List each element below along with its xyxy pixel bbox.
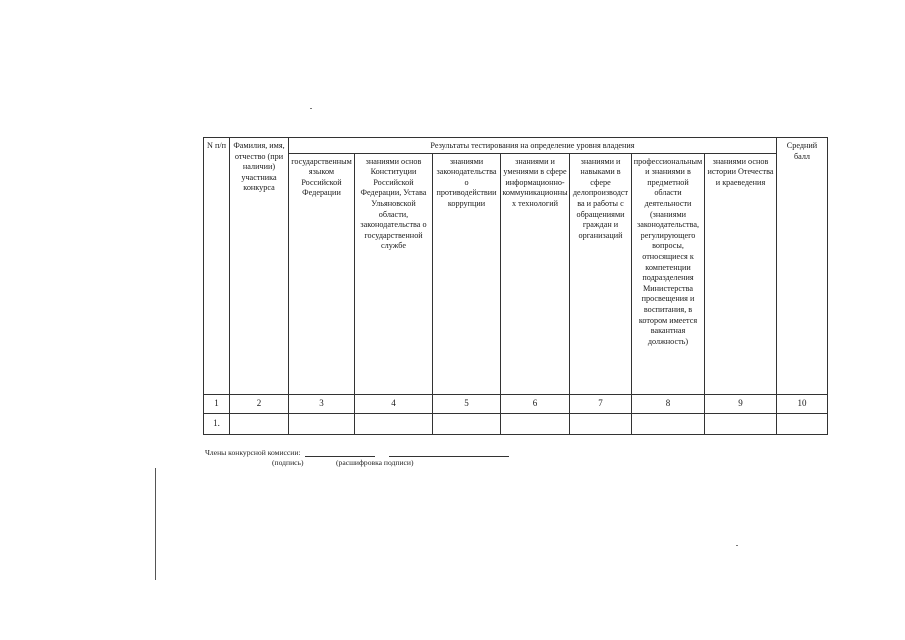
scan-speck xyxy=(736,545,738,546)
data-cell xyxy=(632,413,705,434)
decoding-blank xyxy=(389,448,509,457)
data-cell xyxy=(289,413,355,434)
table-row xyxy=(204,413,828,434)
subheader-cell: профессиональными знаниями в предметной области деятельности (знаниями законодательства, регулирующего вопросы, относящиеся к компетенции подразделения Министерства просвещения и воспитания, в котором имеется вакантная должность) xyxy=(632,153,705,394)
signature-caption: (подпись) xyxy=(272,458,304,467)
data-cell xyxy=(230,413,289,434)
data-cell xyxy=(433,413,501,434)
scan-margin-line xyxy=(155,468,156,580)
commission-members-line xyxy=(205,448,509,457)
decoding-caption: (расшифровка подписи) xyxy=(336,458,414,467)
header-results: Результаты тестирования на определение уровня владения xyxy=(289,138,777,154)
data-cell xyxy=(777,413,828,434)
header-fio: Фамилия, имя, отчество (при наличии) участника конкурса xyxy=(230,138,289,395)
column-number-row xyxy=(204,394,828,413)
scan-speck xyxy=(310,108,312,109)
column-number: 1 xyxy=(204,394,230,413)
column-number: 5 xyxy=(433,394,501,413)
signature-blank xyxy=(305,448,375,457)
column-number: 7 xyxy=(570,394,632,413)
column-number: 4 xyxy=(355,394,433,413)
column-number: 8 xyxy=(632,394,705,413)
header-average: Средний балл xyxy=(777,138,828,395)
subheader-cell: знаниями основ Конституции Российской Федерации, Устава Ульяновской области, законодательства о государственной службе xyxy=(355,153,433,394)
subheader-cell: государственным языком Российской Федерации xyxy=(289,153,355,394)
column-number: 3 xyxy=(289,394,355,413)
column-number: 9 xyxy=(705,394,777,413)
data-cell xyxy=(355,413,433,434)
row-number: 1. xyxy=(204,413,230,434)
subheader-cell: знаниями и навыками в сфере делопроизводства и работы с обращениями граждан и организаций xyxy=(570,153,632,394)
data-cell xyxy=(570,413,632,434)
column-number: 2 xyxy=(230,394,289,413)
data-cell xyxy=(705,413,777,434)
header-num: N п/п xyxy=(204,138,230,395)
subheader-cell: знаниями и умениями в сфере информационно-коммуникационных технологий xyxy=(501,153,570,394)
subheader-cell: знаниями законодательства о противодействии коррупции xyxy=(433,153,501,394)
table-header-row xyxy=(204,138,828,154)
table-subheader-row xyxy=(204,153,828,394)
members-label: Члены конкурсной комиссии: xyxy=(205,448,301,457)
results-table xyxy=(203,137,828,435)
column-number: 6 xyxy=(501,394,570,413)
subheader-cell: знаниями основ истории Отечества и краеведения xyxy=(705,153,777,394)
column-number: 10 xyxy=(777,394,828,413)
data-cell xyxy=(501,413,570,434)
